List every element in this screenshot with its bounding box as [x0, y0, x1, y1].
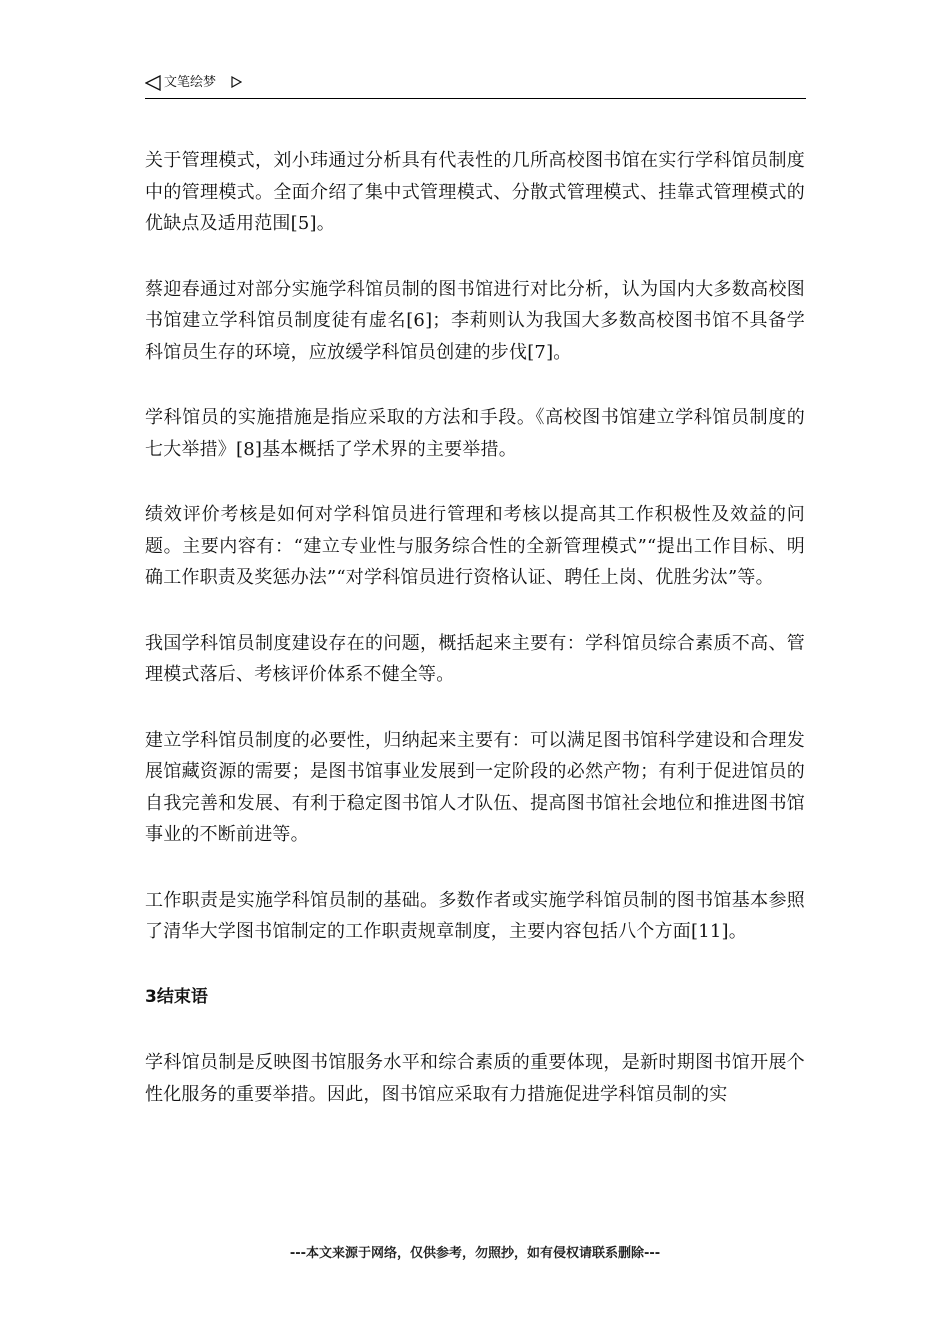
paragraph: 蔡迎春通过对部分实施学科馆员制的图书馆进行对比分析，认为国内大多数高校图书馆建立学科馆员制度徒有虚名[6]；李莉则认为我国大多数高校图书馆不具备学科馆员生存的环境，应放缓学科馆员创建的步伐[7]。	[145, 278, 805, 363]
paragraph: 建立学科馆员制度的必要性，归纳起来主要有：可以满足图书馆科学建设和合理发展馆藏资源的需要；是图书馆事业发展到一定阶段的必然产物；有利于促进馆员的自我完善和发展、有利于稳定图书馆人才队伍、提高图书馆社会地位和推进图书馆事业的不断前进等。	[145, 729, 805, 845]
final-paragraph: 学科馆员制是反映图书馆服务水平和综合素质的重要体现，是新时期图书馆开展个性化服务的重要举措。因此，图书馆应采取有力措施促进学科馆员制的实	[145, 1052, 805, 1105]
document-body	[145, 145, 805, 1144]
paragraph: 工作职责是实施学科馆员制的基础。多数作者或实施学科馆员制的图书馆基本参照了清华大学图书馆制定的工作职责规章制度，主要内容包括八个方面[11]。	[145, 889, 805, 942]
header-title: 文笔绘梦	[164, 75, 217, 90]
triangle-right-icon	[231, 76, 242, 88]
section-heading: 3结束语	[145, 986, 208, 1007]
footer-notice: ---本文来源于网络，仅供参考，勿照抄，如有侵权请联系删除---	[289, 1246, 661, 1261]
paragraph: 学科馆员的实施措施是指应采取的方法和手段。《高校图书馆建立学科馆员制度的七大举措》[8]基本概括了学术界的主要举措。	[145, 407, 805, 460]
page-header	[145, 72, 806, 99]
paragraph: 关于管理模式，刘小玮通过分析具有代表性的几所高校图书馆在实行学科馆员制度中的管理模式。全面介绍了集中式管理模式、分散式管理模式、挂靠式管理模式的优缺点及适用范围[5]。	[145, 150, 805, 234]
paragraph: 绩效评价考核是如何对学科馆员进行管理和考核以提高其工作积极性及效益的问题。主要内容有：“建立专业性与服务综合性的全新管理模式”“提出工作目标、明确工作职责及奖惩办法”“对学科馆员进行资格认证、聘任上岗、优胜劣汰”等。	[145, 504, 805, 588]
triangle-left-icon	[145, 75, 161, 91]
paragraph: 我国学科馆员制度建设存在的问题，概括起来主要有：学科馆员综合素质不高、管理模式落后、考核评价体系不健全等。	[145, 632, 805, 685]
